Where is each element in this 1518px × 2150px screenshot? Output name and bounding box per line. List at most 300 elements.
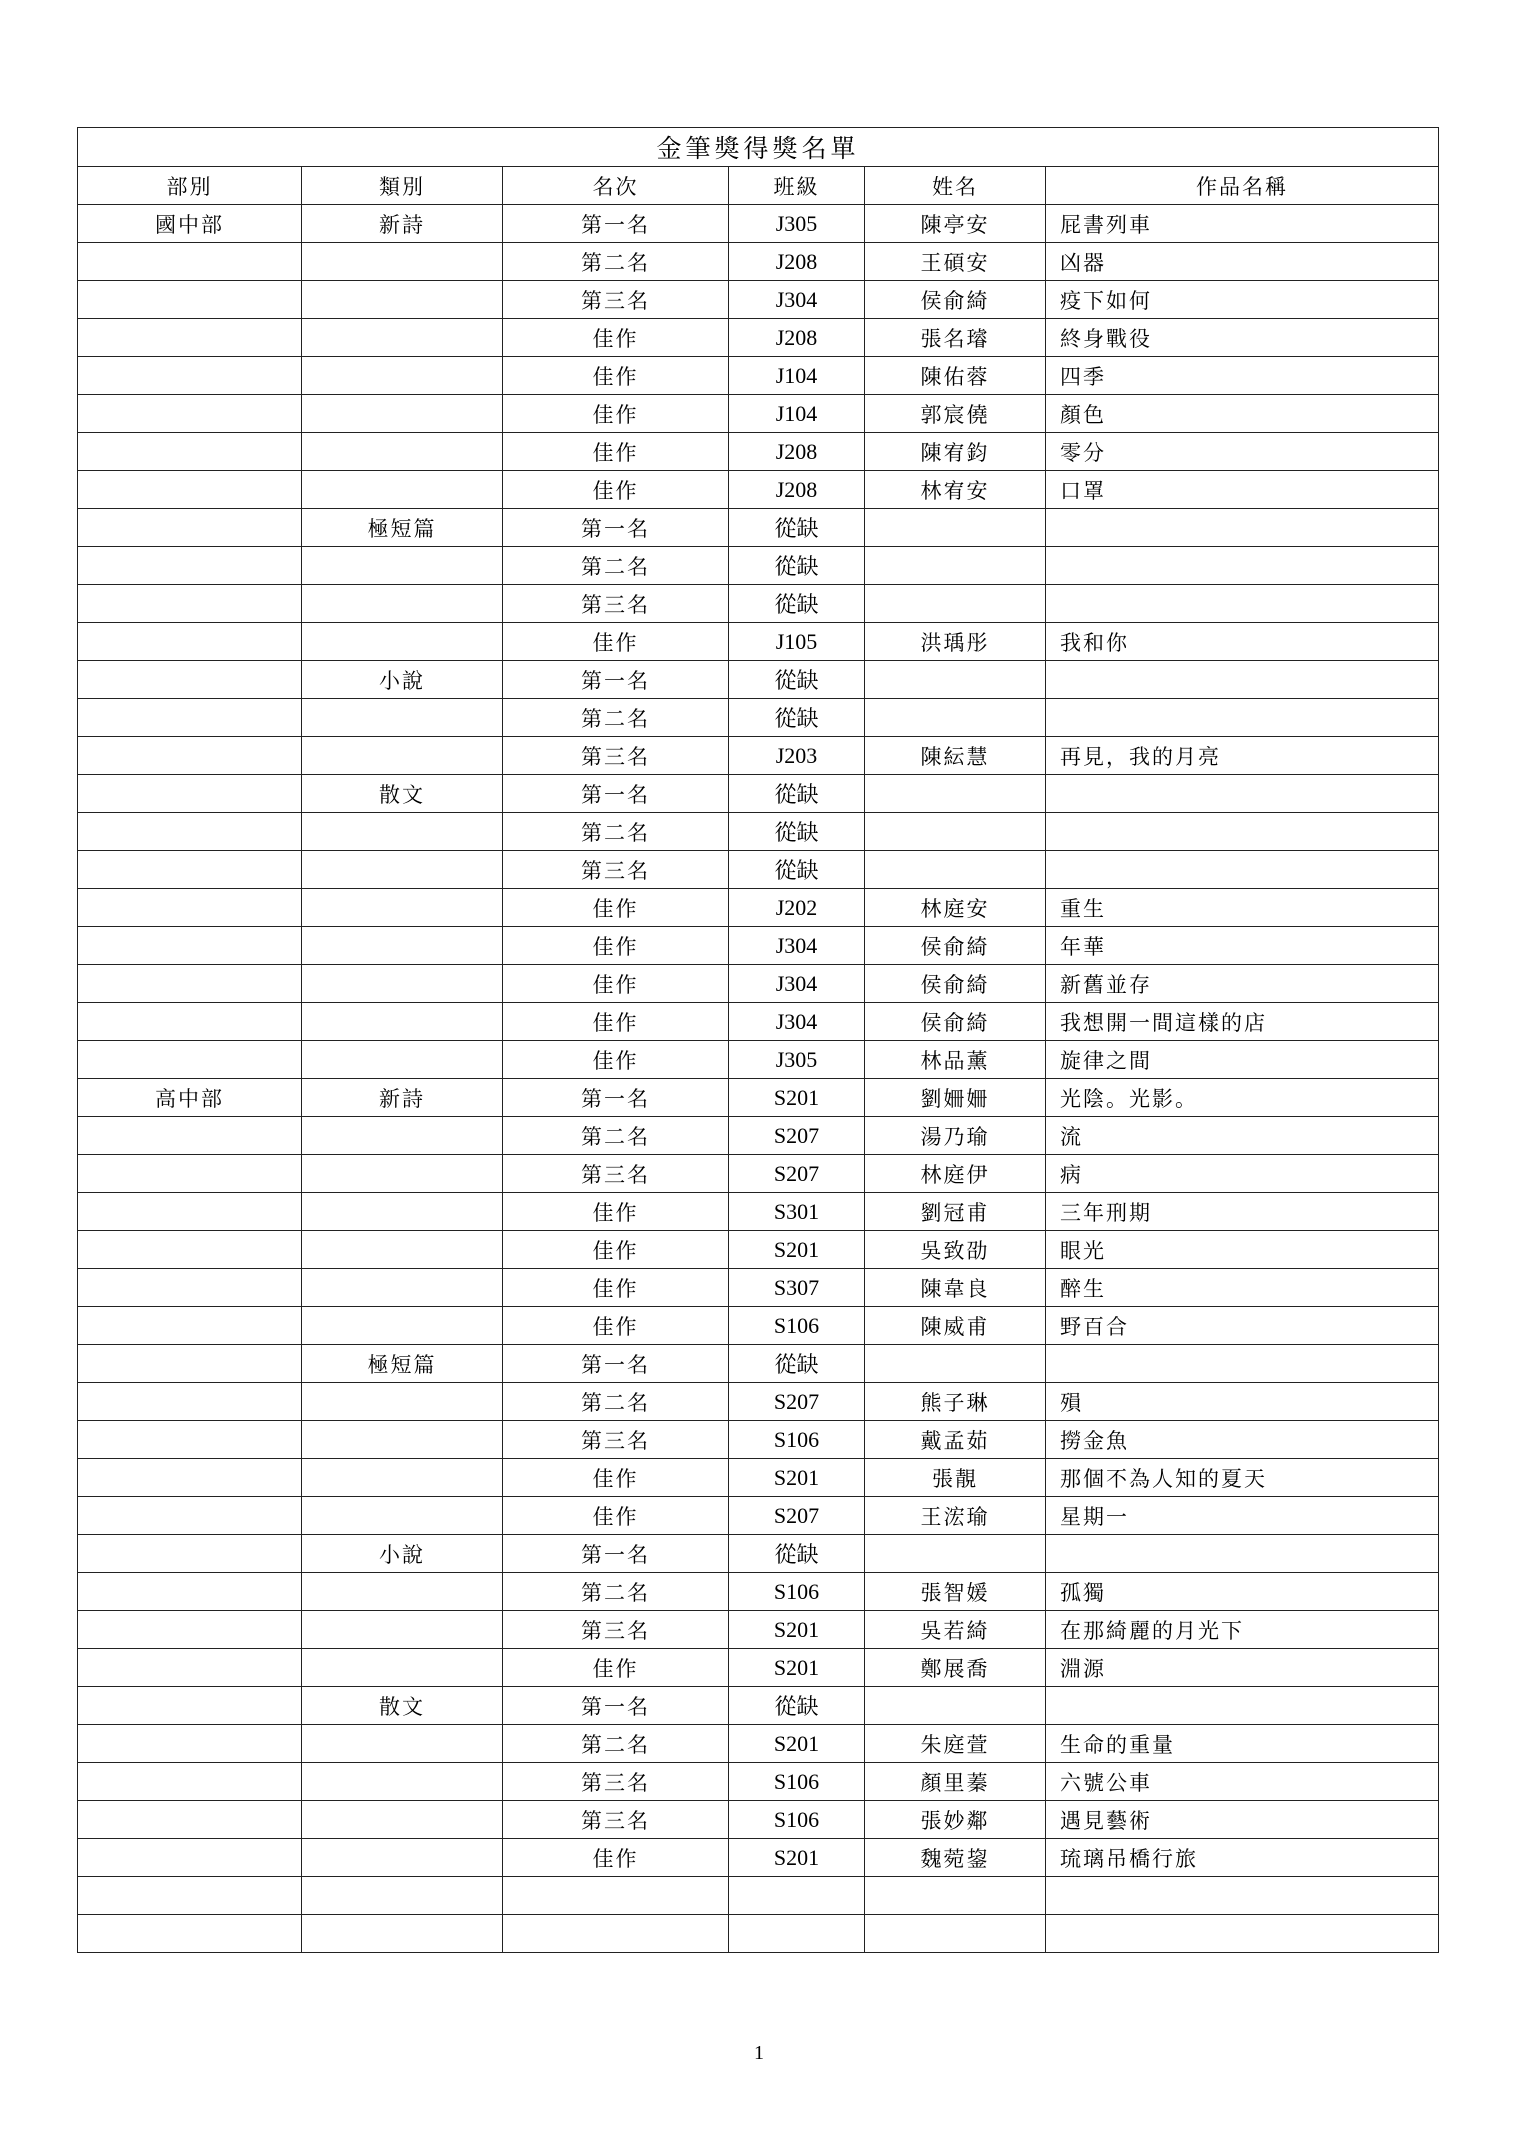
cell-rank: 第一名	[503, 1535, 729, 1573]
cell-name	[865, 1877, 1046, 1915]
table-row	[78, 775, 1439, 813]
table-row	[78, 357, 1439, 395]
cell-department	[78, 1611, 302, 1649]
cell-name: 熊子琳	[865, 1383, 1046, 1421]
cell-class: S201	[729, 1649, 865, 1687]
cell-class: S106	[729, 1801, 865, 1839]
table-row	[78, 1535, 1439, 1573]
cell-category	[302, 1763, 503, 1801]
cell-work: 醉生	[1046, 1269, 1439, 1307]
cell-work: 新舊並存	[1046, 965, 1439, 1003]
cell-name: 張靚	[865, 1459, 1046, 1497]
cell-name: 顏里蓁	[865, 1763, 1046, 1801]
cell-work: 重生	[1046, 889, 1439, 927]
cell-rank: 第一名	[503, 1079, 729, 1117]
cell-name: 林宥安	[865, 471, 1046, 509]
cell-department	[78, 1231, 302, 1269]
cell-class: J203	[729, 737, 865, 775]
cell-rank: 佳作	[503, 1497, 729, 1535]
cell-rank: 第二名	[503, 699, 729, 737]
table-row	[78, 1611, 1439, 1649]
cell-rank: 佳作	[503, 1003, 729, 1041]
cell-department	[78, 547, 302, 585]
cell-work: 生命的重量	[1046, 1725, 1439, 1763]
cell-category	[302, 1117, 503, 1155]
cell-department	[78, 471, 302, 509]
cell-work: 遇見藝術	[1046, 1801, 1439, 1839]
cell-work: 野百合	[1046, 1307, 1439, 1345]
table-row	[78, 1383, 1439, 1421]
table-row	[78, 1307, 1439, 1345]
cell-category	[302, 1725, 503, 1763]
cell-department	[78, 1383, 302, 1421]
cell-rank: 佳作	[503, 889, 729, 927]
cell-class	[729, 1915, 865, 1953]
cell-class: J208	[729, 319, 865, 357]
cell-name	[865, 547, 1046, 585]
cell-name: 陳佑蓉	[865, 357, 1046, 395]
cell-name	[865, 585, 1046, 623]
table-row	[78, 1041, 1439, 1079]
cell-work	[1046, 699, 1439, 737]
cell-category: 小說	[302, 1535, 503, 1573]
cell-category	[302, 281, 503, 319]
cell-name: 吳若綺	[865, 1611, 1046, 1649]
cell-department	[78, 1649, 302, 1687]
cell-category	[302, 1003, 503, 1041]
cell-name: 林庭安	[865, 889, 1046, 927]
cell-category	[302, 927, 503, 965]
cell-category	[302, 1801, 503, 1839]
cell-class: S106	[729, 1421, 865, 1459]
cell-class: S301	[729, 1193, 865, 1231]
cell-department	[78, 699, 302, 737]
cell-work	[1046, 585, 1439, 623]
cell-class: 從缺	[729, 775, 865, 813]
cell-category: 極短篇	[302, 509, 503, 547]
cell-class: S106	[729, 1573, 865, 1611]
cell-class: 從缺	[729, 1687, 865, 1725]
cell-category	[302, 1915, 503, 1953]
cell-class: J208	[729, 433, 865, 471]
cell-rank: 第二名	[503, 547, 729, 585]
cell-name: 陳亭安	[865, 205, 1046, 243]
cell-category	[302, 1421, 503, 1459]
cell-department	[78, 927, 302, 965]
cell-category	[302, 1155, 503, 1193]
cell-rank: 第三名	[503, 1611, 729, 1649]
table-row	[78, 1801, 1439, 1839]
cell-department	[78, 1573, 302, 1611]
cell-name: 林品薰	[865, 1041, 1046, 1079]
cell-name: 湯乃瑜	[865, 1117, 1046, 1155]
cell-work: 我想開一間這樣的店	[1046, 1003, 1439, 1041]
table-row	[78, 927, 1439, 965]
cell-rank: 佳作	[503, 1041, 729, 1079]
cell-rank: 佳作	[503, 965, 729, 1003]
header-row	[78, 167, 1439, 205]
table-row	[78, 433, 1439, 471]
cell-rank: 第二名	[503, 1117, 729, 1155]
cell-rank	[503, 1915, 729, 1953]
cell-class: 從缺	[729, 585, 865, 623]
cell-rank: 第二名	[503, 1573, 729, 1611]
cell-work	[1046, 1877, 1439, 1915]
cell-class: J104	[729, 395, 865, 433]
cell-rank: 佳作	[503, 1269, 729, 1307]
cell-rank: 佳作	[503, 319, 729, 357]
cell-rank: 第三名	[503, 1801, 729, 1839]
table-row	[78, 851, 1439, 889]
cell-category	[302, 851, 503, 889]
cell-class: 從缺	[729, 547, 865, 585]
header-department: 部別	[78, 167, 302, 205]
cell-name	[865, 509, 1046, 547]
table-row	[78, 1649, 1439, 1687]
cell-department	[78, 1345, 302, 1383]
cell-category	[302, 585, 503, 623]
cell-work: 再見，我的月亮	[1046, 737, 1439, 775]
table-row	[78, 1497, 1439, 1535]
cell-rank: 第一名	[503, 775, 729, 813]
cell-category: 極短篇	[302, 1345, 503, 1383]
cell-department	[78, 965, 302, 1003]
cell-category	[302, 1877, 503, 1915]
cell-name	[865, 1687, 1046, 1725]
cell-class: 從缺	[729, 1535, 865, 1573]
cell-class	[729, 1877, 865, 1915]
table-row	[78, 585, 1439, 623]
cell-work	[1046, 509, 1439, 547]
cell-category	[302, 889, 503, 927]
cell-rank: 第二名	[503, 243, 729, 281]
cell-category: 新詩	[302, 205, 503, 243]
table-row	[78, 661, 1439, 699]
cell-name: 侯俞綺	[865, 965, 1046, 1003]
table-title: 金筆獎得獎名單	[78, 128, 1439, 167]
table-row	[78, 1155, 1439, 1193]
cell-rank: 佳作	[503, 1193, 729, 1231]
cell-department	[78, 1003, 302, 1041]
cell-rank: 第三名	[503, 585, 729, 623]
cell-department	[78, 851, 302, 889]
table-row	[78, 737, 1439, 775]
cell-department	[78, 1041, 302, 1079]
cell-name: 戴孟茹	[865, 1421, 1046, 1459]
cell-rank: 佳作	[503, 623, 729, 661]
cell-rank: 佳作	[503, 471, 729, 509]
cell-work: 病	[1046, 1155, 1439, 1193]
cell-name: 張名璿	[865, 319, 1046, 357]
cell-department	[78, 737, 302, 775]
cell-class: S201	[729, 1611, 865, 1649]
cell-name	[865, 1535, 1046, 1573]
cell-name	[865, 699, 1046, 737]
cell-work	[1046, 1687, 1439, 1725]
cell-name: 魏菀鋆	[865, 1839, 1046, 1877]
cell-name: 侯俞綺	[865, 1003, 1046, 1041]
table-row	[78, 1725, 1439, 1763]
cell-class: 從缺	[729, 813, 865, 851]
cell-rank: 佳作	[503, 433, 729, 471]
cell-work: 年華	[1046, 927, 1439, 965]
cell-work: 琉璃吊橋行旅	[1046, 1839, 1439, 1877]
table-row	[78, 1687, 1439, 1725]
cell-work: 流	[1046, 1117, 1439, 1155]
cell-class: S201	[729, 1231, 865, 1269]
table-row	[78, 965, 1439, 1003]
cell-class: S201	[729, 1079, 865, 1117]
cell-work: 四季	[1046, 357, 1439, 395]
cell-category	[302, 965, 503, 1003]
cell-class: 從缺	[729, 1345, 865, 1383]
cell-rank: 第一名	[503, 1687, 729, 1725]
table-row	[78, 281, 1439, 319]
cell-department	[78, 1117, 302, 1155]
cell-class: S207	[729, 1117, 865, 1155]
table-row	[78, 509, 1439, 547]
cell-category	[302, 471, 503, 509]
cell-department	[78, 1801, 302, 1839]
cell-department	[78, 1193, 302, 1231]
table-body	[78, 205, 1439, 1953]
cell-category	[302, 433, 503, 471]
table-row	[78, 889, 1439, 927]
cell-rank: 第三名	[503, 281, 729, 319]
cell-rank: 第三名	[503, 1763, 729, 1801]
table-row	[78, 395, 1439, 433]
cell-category: 散文	[302, 775, 503, 813]
cell-work: 終身戰役	[1046, 319, 1439, 357]
cell-name: 郭宸僥	[865, 395, 1046, 433]
table-row	[78, 1573, 1439, 1611]
cell-class: S207	[729, 1155, 865, 1193]
cell-department	[78, 509, 302, 547]
cell-class: J208	[729, 243, 865, 281]
cell-category	[302, 1459, 503, 1497]
cell-class: S207	[729, 1383, 865, 1421]
cell-category	[302, 1649, 503, 1687]
cell-name: 劉冠甫	[865, 1193, 1046, 1231]
table-row	[78, 623, 1439, 661]
cell-work: 凶器	[1046, 243, 1439, 281]
cell-category	[302, 1307, 503, 1345]
cell-class: 從缺	[729, 699, 865, 737]
table-row	[78, 1231, 1439, 1269]
cell-department	[78, 661, 302, 699]
cell-rank: 佳作	[503, 1649, 729, 1687]
table-row	[78, 1839, 1439, 1877]
cell-rank: 佳作	[503, 1231, 729, 1269]
table-row	[78, 1003, 1439, 1041]
cell-name: 張智媛	[865, 1573, 1046, 1611]
cell-name	[865, 1915, 1046, 1953]
cell-work: 零分	[1046, 433, 1439, 471]
cell-category	[302, 1839, 503, 1877]
cell-rank	[503, 1877, 729, 1915]
cell-rank: 佳作	[503, 927, 729, 965]
table-row	[78, 1117, 1439, 1155]
cell-rank: 第三名	[503, 851, 729, 889]
cell-department	[78, 1839, 302, 1877]
table-row	[78, 699, 1439, 737]
cell-name: 洪瑀彤	[865, 623, 1046, 661]
cell-work: 旋律之間	[1046, 1041, 1439, 1079]
cell-name: 吳致劭	[865, 1231, 1046, 1269]
cell-name: 侯俞綺	[865, 281, 1046, 319]
cell-category	[302, 1611, 503, 1649]
cell-name: 林庭伊	[865, 1155, 1046, 1193]
cell-class: J105	[729, 623, 865, 661]
table-row	[78, 1193, 1439, 1231]
table-row	[78, 1269, 1439, 1307]
cell-department	[78, 1497, 302, 1535]
cell-class: S201	[729, 1725, 865, 1763]
cell-work	[1046, 547, 1439, 585]
table-row	[78, 1459, 1439, 1497]
cell-department	[78, 1725, 302, 1763]
cell-category	[302, 1497, 503, 1535]
cell-rank: 第一名	[503, 509, 729, 547]
cell-work: 三年刑期	[1046, 1193, 1439, 1231]
cell-rank: 第一名	[503, 205, 729, 243]
cell-work: 那個不為人知的夏天	[1046, 1459, 1439, 1497]
cell-department	[78, 319, 302, 357]
cell-work: 殞	[1046, 1383, 1439, 1421]
cell-department	[78, 1915, 302, 1953]
cell-work	[1046, 661, 1439, 699]
cell-department	[78, 775, 302, 813]
table-row	[78, 1877, 1439, 1915]
cell-class: S307	[729, 1269, 865, 1307]
cell-class: J305	[729, 1041, 865, 1079]
cell-category	[302, 1573, 503, 1611]
cell-department	[78, 1535, 302, 1573]
cell-rank: 佳作	[503, 1459, 729, 1497]
cell-department	[78, 1763, 302, 1801]
cell-name: 陳韋良	[865, 1269, 1046, 1307]
cell-class: S201	[729, 1839, 865, 1877]
cell-department	[78, 433, 302, 471]
cell-category	[302, 243, 503, 281]
cell-department	[78, 1307, 302, 1345]
header-category: 類別	[302, 167, 503, 205]
cell-department	[78, 281, 302, 319]
cell-class: S207	[729, 1497, 865, 1535]
cell-name: 劉姍姍	[865, 1079, 1046, 1117]
cell-department	[78, 585, 302, 623]
cell-department	[78, 1687, 302, 1725]
cell-rank: 第三名	[503, 737, 729, 775]
cell-class: J304	[729, 965, 865, 1003]
header-rank: 名次	[503, 167, 729, 205]
table-row	[78, 205, 1439, 243]
cell-category	[302, 813, 503, 851]
cell-category	[302, 1231, 503, 1269]
cell-class: J208	[729, 471, 865, 509]
cell-class: S106	[729, 1763, 865, 1801]
cell-rank: 第一名	[503, 661, 729, 699]
cell-rank: 佳作	[503, 1839, 729, 1877]
cell-name: 王浤瑜	[865, 1497, 1046, 1535]
cell-class: 從缺	[729, 851, 865, 889]
cell-work	[1046, 813, 1439, 851]
cell-work: 屁書列車	[1046, 205, 1439, 243]
cell-work: 六號公車	[1046, 1763, 1439, 1801]
cell-name	[865, 661, 1046, 699]
cell-rank: 第三名	[503, 1155, 729, 1193]
table-row	[78, 1079, 1439, 1117]
cell-rank: 第一名	[503, 1345, 729, 1383]
cell-department	[78, 623, 302, 661]
cell-category	[302, 547, 503, 585]
award-list-table	[77, 127, 1439, 1953]
page-number: 1	[754, 2042, 764, 2064]
cell-category	[302, 1193, 503, 1231]
cell-rank: 佳作	[503, 357, 729, 395]
cell-department	[78, 813, 302, 851]
cell-work: 顏色	[1046, 395, 1439, 433]
cell-department	[78, 395, 302, 433]
cell-name: 鄭展喬	[865, 1649, 1046, 1687]
cell-class: J202	[729, 889, 865, 927]
cell-category	[302, 1041, 503, 1079]
cell-rank: 第三名	[503, 1421, 729, 1459]
cell-class: S106	[729, 1307, 865, 1345]
table-row	[78, 547, 1439, 585]
cell-category	[302, 357, 503, 395]
table-row	[78, 1763, 1439, 1801]
cell-work: 星期一	[1046, 1497, 1439, 1535]
cell-name: 陳宥鈞	[865, 433, 1046, 471]
cell-class: J304	[729, 1003, 865, 1041]
cell-work: 在那綺麗的月光下	[1046, 1611, 1439, 1649]
cell-department: 國中部	[78, 205, 302, 243]
cell-class: J304	[729, 281, 865, 319]
cell-work: 眼光	[1046, 1231, 1439, 1269]
table-row	[78, 319, 1439, 357]
cell-work: 撈金魚	[1046, 1421, 1439, 1459]
table-row	[78, 471, 1439, 509]
cell-work: 我和你	[1046, 623, 1439, 661]
cell-category	[302, 319, 503, 357]
cell-rank: 第二名	[503, 813, 729, 851]
cell-category: 小說	[302, 661, 503, 699]
cell-class: 從缺	[729, 661, 865, 699]
title-row	[78, 128, 1439, 167]
table-row	[78, 1345, 1439, 1383]
cell-department	[78, 1155, 302, 1193]
cell-work	[1046, 1345, 1439, 1383]
cell-class: J305	[729, 205, 865, 243]
table-row	[78, 1915, 1439, 1953]
cell-rank: 佳作	[503, 395, 729, 433]
cell-name	[865, 813, 1046, 851]
table-row	[78, 813, 1439, 851]
cell-work	[1046, 775, 1439, 813]
cell-category	[302, 1269, 503, 1307]
cell-work: 口罩	[1046, 471, 1439, 509]
cell-department: 高中部	[78, 1079, 302, 1117]
cell-name: 王碩安	[865, 243, 1046, 281]
header-work: 作品名稱	[1046, 167, 1439, 205]
cell-name: 陳威甫	[865, 1307, 1046, 1345]
cell-class: J304	[729, 927, 865, 965]
cell-category	[302, 737, 503, 775]
cell-work	[1046, 1535, 1439, 1573]
cell-department	[78, 1421, 302, 1459]
cell-department	[78, 1269, 302, 1307]
